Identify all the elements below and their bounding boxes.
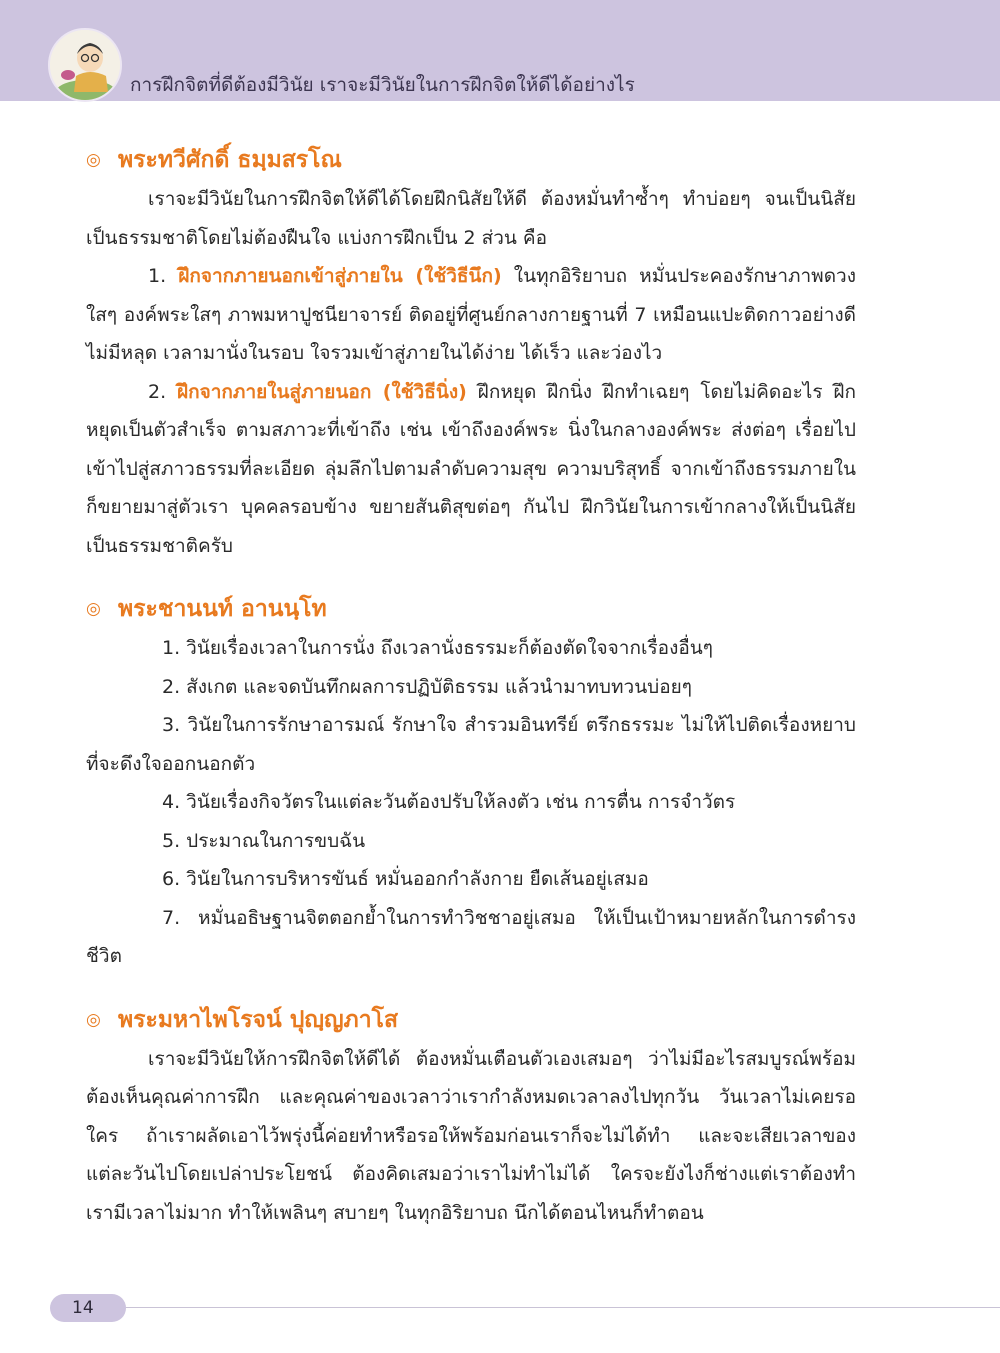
item-highlight: ฝึกจากภายนอกเข้าสู่ภายใน (ใช้วิธีนึก) — [178, 265, 502, 287]
page-content — [86, 140, 856, 1232]
footer-divider — [120, 1307, 1000, 1308]
section-title: พระชานนท์ อานนฺโท — [118, 596, 327, 622]
list-item: 4. วินัยเรื่องกิจวัตรในแต่ละวันต้องปรับให้ลงตัว เช่น การตื่น การจำวัตร — [162, 791, 736, 813]
section-heading — [86, 140, 856, 180]
item-number: 2. — [148, 380, 167, 403]
page-header — [0, 0, 1000, 101]
list-item: 5. ประมาณในการขบฉัน — [162, 829, 366, 852]
section-heading — [86, 1000, 856, 1040]
monk-reading-illustration — [50, 30, 120, 100]
section-heading — [86, 589, 856, 629]
target-bullet-icon: ◎ — [86, 150, 101, 170]
item-highlight: ฝึกจากภายในสู่ภายนอก (ใช้วิธีนิ่ง) — [176, 380, 467, 403]
target-bullet-icon: ◎ — [86, 1009, 101, 1030]
list-item: 6. วินัยในการบริหารขันธ์ หมั่นออกกำลังกาย ยืดเส้นอยู่เสมอ — [162, 868, 649, 890]
header-title: การฝึกจิตที่ดีต้องมีวินัย เราจะมีวินัยในการฝึกจิตให้ดีได้อย่างไร — [130, 74, 635, 96]
item-text: ในทุกอิริยาบถ หมั่นประคองรักษาภาพดวงใสๆ องค์พระใสๆ ภาพมหาปูชนียาจารย์ ติดอยู่ที่ศูนย์กลางกายฐานที่ 7 เหมือนแปะติดกาวอย่างดีไม่มีหลุด เวลามานั่งในรอบ ใจรวมเข้าสู่ภายในได้ง่าย ได้เร็ว และว่องไว — [86, 265, 856, 364]
monk-illustration-avatar — [48, 28, 122, 102]
page-number: 14 — [50, 1294, 126, 1322]
item-number: 1. — [148, 265, 167, 287]
numbered-item — [86, 373, 856, 566]
list-item: 3. วินัยในการรักษาอารมณ์ รักษาใจ สำรวมอินทรีย์ ตรึกธรรมะ ไม่ให้ไปติดเรื่องหยาบที่จะดึงใจออกนอกตัว — [86, 714, 856, 775]
section-intro: เราจะมีวินัยให้การฝึกจิตให้ดีได้ ต้องหมั่นเตือนตัวเองเสมอๆ ว่าไม่มีอะไรสมบูรณ์พร้อม ต้องเห็นคุณค่าการฝึก และคุณค่าของเวลาว่าเรากำลังหมดเวลาลงไปทุกวัน วันเวลาไม่เคยรอใคร ถ้าเราผลัดเอาไว้พรุ่งนี้ค่อยทำหรือรอให้พร้อมก่อนเราก็จะไม่ได้ทำ และจะเสียเวลาของแต่ละวันไปโดยเปล่าประโยชน์ ต้องคิดเสมอว่าเราไม่ทำไม่ได้ ใครจะยังไงก็ช่างแต่เราต้องทำ เรามีเวลาไม่มาก ทำให้เพลินๆ สบายๆ ในทุกอิริยาบถ นึกได้ตอนไหนก็ทำตอน — [86, 1047, 856, 1224]
numbered-item — [86, 257, 856, 373]
list-item: 1. วินัยเรื่องเวลาในการนั่ง ถึงเวลานั่งธรรมะก็ต้องตัดใจจากเรื่องอื่นๆ — [162, 637, 713, 659]
section-title: พระมหาไพโรจน์ ปุญฺญภาโส — [118, 1006, 399, 1033]
target-bullet-icon: ◎ — [86, 599, 101, 619]
section-intro: เราจะมีวินัยในการฝึกจิตให้ดีได้โดยฝึกนิสัยให้ดี ต้องหมั่นทำซ้ำๆ ทำบ่อยๆ จนเป็นนิสัย เป็นธรรมชาติโดยไม่ต้องฝืนใจ แบ่งการฝึกเป็น 2 ส่วน คือ — [86, 188, 856, 249]
list-item: 7. หมั่นอธิษฐานจิตตอกย้ำในการทำวิชชาอยู่เสมอ ให้เป็นเป้าหมายหลักในการดำรงชีวิต — [86, 906, 856, 967]
list-item: 2. สังเกต และจดบันทึกผลการปฏิบัติธรรม แล้วนำมาทบทวนบ่อยๆ — [162, 675, 692, 698]
item-text: ฝึกหยุด ฝึกนิ่ง ฝึกทำเฉยๆ โดยไม่คิดอะไร ฝึกหยุดเป็นตัวสำเร็จ ตามสภาวะที่เข้าถึง เช่น เข้าถึงองค์พระ นิ่งในกลางองค์พระ ส่งต่อๆ เรื่อยไป เข้าไปสู่สภาวธรรมที่ละเอียด ลุ่มลึกไปตามลำดับความสุข ความบริสุทธิ์ จากเข้าถึงธรรมภายในก็ขยายมาสู่ตัวเรา บุคคลรอบข้าง ขยายสันติสุขต่อๆ กันไป ฝึกวินัยในการเข้ากลางให้เป็นนิสัย เป็นธรรมชาติครับ — [86, 380, 857, 557]
section-title: พระทวีศักดิ์ ธมฺมสรโณ — [118, 147, 342, 173]
